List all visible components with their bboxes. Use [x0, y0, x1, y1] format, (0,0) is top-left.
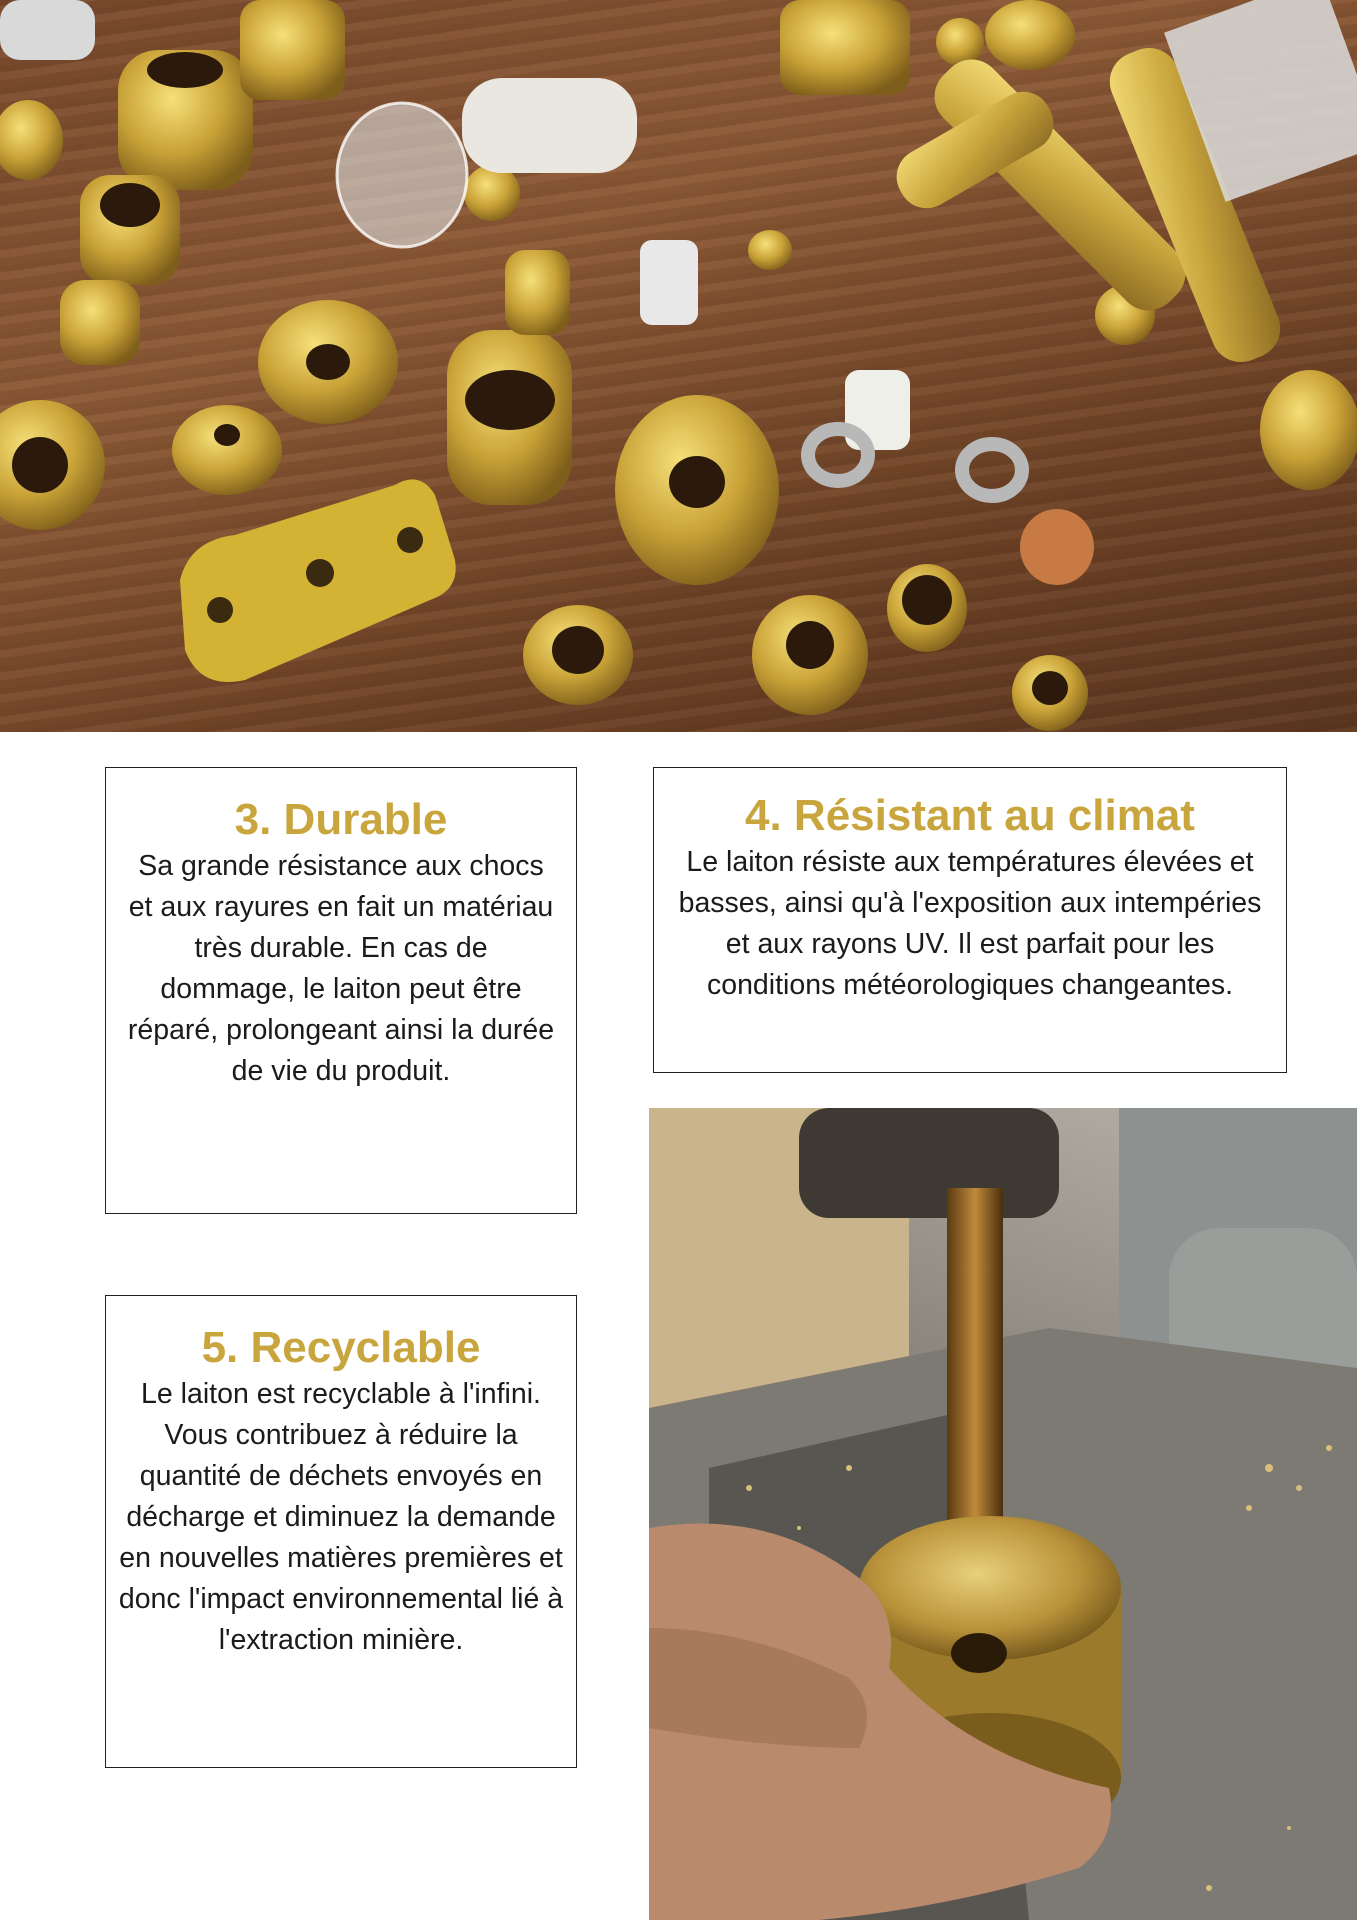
- durable-title: 3. Durable: [234, 795, 448, 844]
- recyclable-title: 5. Recyclable: [201, 1323, 481, 1372]
- recyclable-text: Le laiton est recyclable à l'infini. Vous contribuez à réduire la quantité de déchets envoyés en décharge et diminuez la demande en nouvelles matières premières et donc l'impact environnemental lié à l'extraction minière.: [118, 1378, 564, 1656]
- climate-card: [653, 767, 1287, 1073]
- drilling-photo: [649, 1108, 1357, 1920]
- durable-card: [105, 767, 577, 1214]
- brass-parts-photo: [0, 0, 1357, 732]
- climate-title: 4. Résistant au climat: [745, 791, 1195, 840]
- durable-text: Sa grande résistance aux chocs et aux rayures en fait un matériau très durable. En cas de dommage, le laiton peut être réparé, prolongeant ainsi la durée de vie du produit.: [127, 850, 555, 1087]
- recyclable-card: [105, 1295, 577, 1768]
- climate-text: Le laiton résiste aux températures élevées et basses, ainsi qu'à l'exposition aux intempéries et aux rayons UV. Il est parfait pour les conditions météorologiques changeantes.: [678, 846, 1262, 1001]
